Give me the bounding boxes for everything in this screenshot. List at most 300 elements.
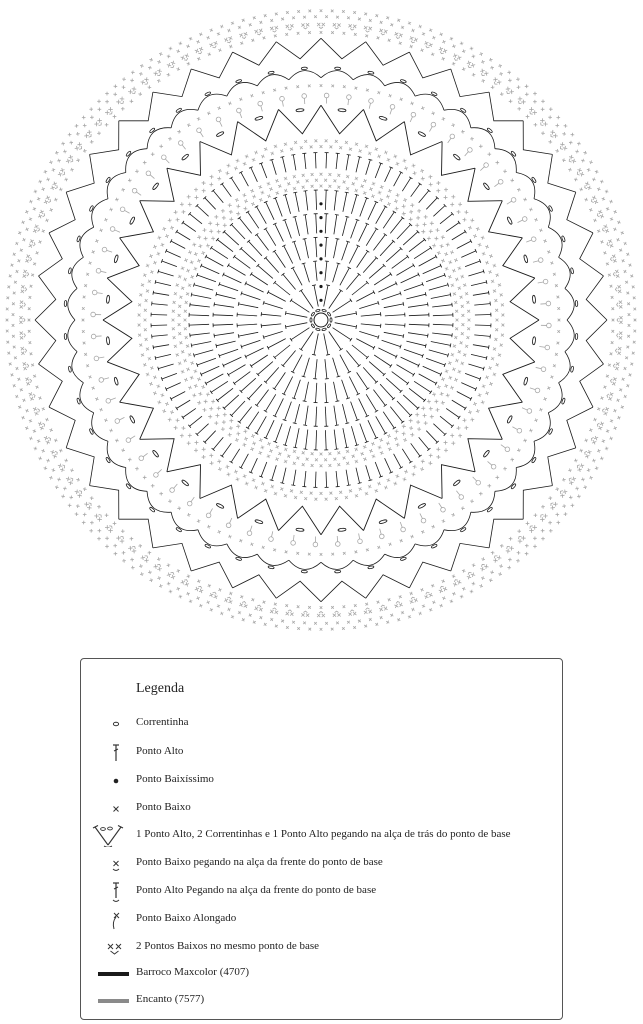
dc-stitch (239, 332, 259, 336)
sc-increase-stitch (23, 362, 30, 371)
sc-stitch (143, 363, 146, 366)
sc-stitch (236, 477, 240, 481)
dc-stitch (471, 354, 487, 358)
sc-stitch (610, 285, 613, 288)
slip-stitch (319, 271, 322, 274)
dc-stitch (286, 323, 308, 327)
center-chain (315, 328, 320, 331)
chain-stitch (570, 366, 574, 372)
sc-increase-stitch (33, 224, 41, 233)
dc-stitch (465, 261, 480, 267)
chain-stitch (507, 415, 513, 423)
sc-stitch (548, 115, 552, 119)
sc-stitch (354, 87, 357, 90)
sc-stitch (574, 178, 578, 182)
sc-stitch (437, 251, 441, 255)
sc-stitch (411, 608, 414, 611)
dc-stitch (378, 348, 396, 357)
sc-stitch (593, 418, 596, 421)
dc-stitch (384, 304, 404, 308)
sc-stitch (302, 451, 305, 454)
sc-stitch (427, 237, 431, 241)
dc-stitch (461, 251, 476, 258)
chain-arch (107, 173, 126, 199)
sc-stitch (37, 439, 40, 442)
chain-stitch (507, 216, 513, 224)
dc-top (299, 289, 302, 291)
dc-stitch (194, 350, 213, 355)
dc-stitch (386, 378, 401, 391)
sc-stitch (517, 107, 521, 111)
sc-stitch (98, 529, 102, 533)
sc-stitch (168, 137, 172, 141)
chain-arch (415, 94, 444, 110)
slip-stitch-icon (89, 770, 133, 792)
sc-stitch (284, 189, 287, 192)
sc-stitch (157, 236, 161, 240)
sc-stitch (366, 89, 369, 92)
sc-increase-stitch (29, 392, 36, 401)
sc-stitch (432, 392, 436, 396)
sc-increase-stitch (38, 210, 46, 219)
sc-stitch (453, 292, 456, 295)
sc-stitch (455, 310, 458, 313)
dc-stitch (356, 339, 374, 348)
sc-stitch (276, 445, 280, 449)
sc-increase-stitch (317, 612, 325, 618)
sc-increase-stitch (538, 512, 547, 522)
sc-stitch (250, 543, 253, 546)
sc-stitch (587, 168, 591, 172)
dc-top (452, 303, 453, 307)
sc-stitch (187, 62, 190, 65)
sc-stitch (180, 202, 184, 206)
sc-increase-stitch (452, 578, 461, 587)
sc-stitch (271, 485, 274, 488)
dc-stitch (426, 431, 437, 443)
sc-stitch (128, 458, 132, 462)
dc-top (450, 343, 451, 347)
sc-stitch (600, 396, 603, 399)
sc-stitch (69, 496, 73, 500)
sc-stitch (6, 341, 9, 344)
sc-stitch (109, 429, 113, 433)
sc-stitch (329, 145, 332, 148)
sc-stitch (181, 370, 185, 374)
sc-stitch (311, 464, 314, 467)
sc-stitch (320, 31, 323, 34)
sc-stitch (624, 395, 627, 398)
sc-stitch (403, 477, 407, 481)
dc-stitch (329, 291, 341, 309)
sc-stitch (569, 496, 573, 500)
dc-stitch (304, 263, 310, 282)
sc-stitch (387, 202, 391, 206)
sc-stitch (161, 393, 165, 397)
dc-stitch (305, 382, 309, 401)
sc-stitch (220, 25, 223, 28)
dc-top (430, 391, 432, 394)
sc-stitch (145, 299, 148, 302)
sc-increase-stitch (181, 54, 190, 63)
sc-stitch (419, 25, 422, 28)
chain-stitch (129, 216, 135, 224)
sc-stitch (461, 323, 464, 326)
sc-stitch (616, 399, 619, 402)
dc-stitch (346, 155, 349, 171)
sc-stitch (450, 600, 453, 603)
dc-stitch (326, 472, 327, 488)
sc-stitch (412, 164, 416, 168)
sc-stitch (539, 408, 542, 411)
sc-stitch (159, 492, 163, 496)
sc-stitch (605, 447, 608, 450)
legend-title: Legenda (136, 681, 185, 696)
sc-stitch (259, 438, 263, 442)
sc-stitch (436, 189, 440, 193)
sc-stitch (42, 407, 45, 410)
dc-stitch (385, 168, 392, 182)
sc-stitch (64, 178, 68, 182)
chain-stitch (460, 527, 466, 532)
sc-stitch (550, 375, 553, 378)
long-sc-stitch (493, 179, 504, 189)
sc-stitch (548, 496, 552, 500)
sc-stitch (359, 487, 362, 490)
dc-top (285, 311, 286, 315)
chain-stitch (483, 450, 490, 458)
sc-stitch (463, 283, 466, 286)
sc-stitch (448, 376, 452, 380)
sc-increase-stitch (51, 182, 60, 191)
sc-stitch (363, 179, 367, 183)
sc-stitch (549, 529, 553, 533)
dc-stitch (261, 462, 267, 477)
sc-stitch (304, 497, 307, 500)
sc-stitch (448, 260, 452, 264)
dc-stitch (216, 294, 235, 299)
sc-stitch (461, 275, 465, 279)
sc-increase-stitch (452, 54, 461, 63)
dc-stitch (468, 364, 483, 369)
dc-stitch (397, 365, 414, 375)
sc-stitch (371, 194, 375, 198)
sc-stitch (17, 378, 20, 381)
sc-stitch (529, 429, 533, 433)
sc-stitch (556, 521, 560, 525)
sc-stitch (259, 198, 263, 202)
dc-stitch (206, 374, 224, 384)
dc-top (335, 239, 339, 240)
legend-item-barroco-maxcolor (81, 963, 562, 985)
sc-stitch (613, 228, 616, 231)
v-stitch (120, 402, 154, 439)
long-sc-stitch (335, 536, 340, 547)
chain-arch (171, 109, 198, 127)
sc-stitch (236, 212, 240, 216)
sc-stitch (55, 151, 59, 155)
sc-stitch (436, 228, 440, 232)
sc-stitch (386, 195, 390, 199)
v-stitch (364, 499, 405, 530)
sc-stitch (190, 260, 194, 264)
sc-stitch (555, 124, 559, 128)
sc-stitch (549, 107, 553, 111)
sc-stitch (228, 433, 232, 437)
sc-stitch (148, 551, 152, 555)
dc-stitch (468, 271, 483, 276)
v-stitch (107, 362, 139, 402)
dc-stitch (433, 315, 453, 316)
sc-stitch (595, 170, 599, 174)
sc-stitch (194, 369, 198, 373)
v-stitch (35, 276, 56, 320)
sc-stitch (473, 234, 477, 238)
long-sc-stitch (540, 301, 551, 306)
dc-stitch (211, 248, 228, 259)
dc-stitch (224, 232, 239, 245)
sc-stitch (547, 386, 550, 389)
sc-stitch (491, 357, 494, 360)
sc-stitch (311, 452, 314, 455)
long-sc-stitch (517, 216, 528, 225)
sc-stitch (38, 457, 41, 460)
dc-stitch (411, 443, 420, 456)
sc-stitch (498, 353, 501, 356)
sc-stitch (440, 392, 444, 396)
sc-stitch (470, 137, 474, 141)
sc-stitch (365, 492, 368, 495)
sc-stitch (275, 457, 279, 461)
dc-stitch (316, 383, 317, 403)
sc-stitch (115, 198, 119, 202)
sc-stitch (517, 188, 521, 192)
sc-stitch (168, 418, 172, 422)
sc-stitch (593, 219, 596, 222)
sc-stitch (396, 162, 400, 166)
sc-stitch (208, 53, 211, 56)
dc-top (403, 334, 404, 338)
dc-stitch (359, 331, 378, 337)
v-stitch (66, 154, 94, 192)
sc-stitch (251, 202, 255, 206)
sc-increase-stitch (558, 488, 567, 498)
sc-stitch (104, 218, 107, 221)
sc-stitch (115, 439, 119, 443)
dc-stitch (192, 295, 212, 299)
sc-increase-stitch (438, 585, 447, 593)
sc-increase-stitch (44, 196, 52, 205)
dc-top (350, 299, 352, 302)
dc-stitch (446, 223, 459, 232)
sc-increase-stitch (44, 435, 52, 444)
sc-stitch (628, 264, 631, 267)
v-stitch (39, 364, 63, 407)
dc-stitch (361, 324, 381, 326)
sc-stitch (441, 57, 444, 60)
sc-stitch (194, 448, 198, 452)
dc-stitch (316, 214, 317, 234)
sc-stitch (244, 199, 248, 203)
sc-stitch (229, 419, 233, 423)
sc-stitch (54, 439, 57, 442)
sc-stitch (462, 67, 466, 71)
long-sc-stitch (418, 512, 427, 523)
sc-stitch (20, 388, 23, 391)
sc-stitch (543, 239, 546, 242)
sc-stitch (363, 457, 367, 461)
sc-stitch (364, 12, 367, 15)
v-stitch (191, 562, 232, 588)
sc-stitch (223, 223, 227, 227)
sc-stitch (375, 147, 379, 151)
sc-stitch (207, 36, 210, 39)
sc-stitch (387, 158, 391, 162)
dc-stitch (340, 355, 349, 372)
chain-stitch (268, 71, 274, 75)
dc-stitch (306, 191, 308, 211)
chain-arch (92, 413, 108, 442)
sc-stitch (97, 537, 101, 541)
sc-stitch (500, 293, 503, 296)
sc-stitch (402, 432, 406, 436)
sc-stitch (69, 141, 73, 145)
sc-stitch (84, 284, 87, 287)
sc-stitch (410, 203, 414, 207)
dc-stitch (366, 229, 376, 246)
legend-item-ponto-alto (81, 742, 562, 764)
sc-stitch (375, 489, 379, 493)
sc-stitch (386, 621, 389, 624)
sc-stitch (411, 29, 414, 32)
legend-item-correntinha (81, 713, 562, 735)
legend-label: Ponto Baixo Alongado (136, 912, 237, 924)
sc-stitch (346, 462, 349, 465)
dc-stitch (241, 378, 256, 391)
sc-increase-stitch (438, 47, 447, 55)
dc-stitch (213, 437, 223, 449)
sc-stitch (499, 564, 503, 568)
sc-stitch (592, 459, 596, 463)
sc-stitch (284, 143, 287, 146)
sc-stitch (314, 139, 317, 142)
chain-arch (72, 352, 84, 383)
sc-stitch (335, 140, 338, 143)
dc-stitch (325, 261, 327, 281)
dc-stitch (380, 384, 393, 399)
sc-stitch (371, 442, 375, 446)
dc-stitch (316, 407, 317, 427)
sc-stitch (177, 506, 181, 510)
dc-stitch (394, 172, 402, 186)
sc-stitch (605, 190, 608, 193)
sc-stitch (238, 26, 241, 29)
sc-stitch (450, 203, 454, 207)
sc-increase-stitch (528, 107, 537, 116)
sc-stitch (122, 559, 126, 563)
sc-stitch (149, 578, 153, 582)
sc-increase-stitch (549, 130, 558, 140)
sc-increase-stitch (301, 611, 309, 617)
sc-stitch (173, 301, 176, 304)
dc-top (214, 334, 215, 338)
dc-top (153, 345, 154, 349)
dc-stitch (213, 191, 223, 203)
dc-top (176, 407, 178, 410)
dc-stitch (315, 153, 316, 169)
dc-stitch (266, 394, 276, 411)
dc-stitch (305, 406, 308, 426)
dc-top (418, 183, 421, 185)
sc-stitch (436, 408, 440, 412)
sc-stitch (21, 221, 24, 224)
sc-stitch (187, 513, 191, 517)
dc-stitch (440, 416, 452, 426)
sc-stitch (444, 384, 448, 388)
dc-stitch (325, 190, 326, 210)
v-stitch (404, 485, 442, 518)
dc-stitch (401, 275, 419, 283)
sc-stitch (61, 142, 65, 146)
v-stitch (321, 105, 364, 134)
dc-stitch (336, 153, 338, 169)
sc-stitch (239, 98, 242, 101)
sc-increase-stitch (528, 523, 537, 532)
sc-stitch (33, 429, 36, 432)
sc-stitch (76, 132, 80, 136)
legend-label: 1 Ponto Alto, 2 Correntinhas e 1 Ponto Alto pegando na alça de trás do ponto de base (136, 828, 511, 840)
dc-stitch (284, 246, 293, 264)
sc-increase-stitch (51, 449, 60, 458)
sc-stitch (564, 124, 568, 128)
chain-stitch (531, 177, 536, 183)
long-sc-stitch (455, 489, 465, 500)
dc-top (255, 404, 258, 406)
sc-stitch (589, 476, 593, 480)
sc-stitch (454, 301, 457, 304)
sc-stitch (296, 85, 299, 88)
dc-stitch (177, 232, 191, 240)
dc-stitch (356, 292, 374, 301)
sc-stitch (393, 155, 397, 159)
sc-stitch (628, 324, 631, 327)
sc-stitch (13, 384, 16, 387)
sc-stitch (394, 199, 398, 203)
dc-stitch (359, 303, 378, 309)
sc-stitch (280, 487, 283, 490)
sc-stitch (498, 572, 502, 576)
chain-stitch (453, 153, 461, 160)
sc-stitch (143, 273, 146, 276)
sc-stitch (421, 406, 425, 410)
sc-stitch (523, 198, 527, 202)
dc-stitch (373, 235, 385, 251)
dc-stitch (314, 334, 318, 355)
sc-increase-stitch (270, 607, 279, 614)
sc-stitch (214, 421, 218, 425)
dc-stitch (369, 362, 384, 375)
dc-stitch (295, 404, 300, 423)
sc-stitch (82, 116, 86, 120)
dc-stitch (360, 424, 367, 443)
dc-stitch (423, 366, 441, 374)
sc-stitch (254, 151, 258, 155)
sc-stitch (440, 244, 444, 248)
sc-stitch (562, 132, 566, 136)
sc-stitch (539, 229, 542, 232)
sc-stitch (380, 616, 383, 619)
dc-top (246, 427, 249, 429)
